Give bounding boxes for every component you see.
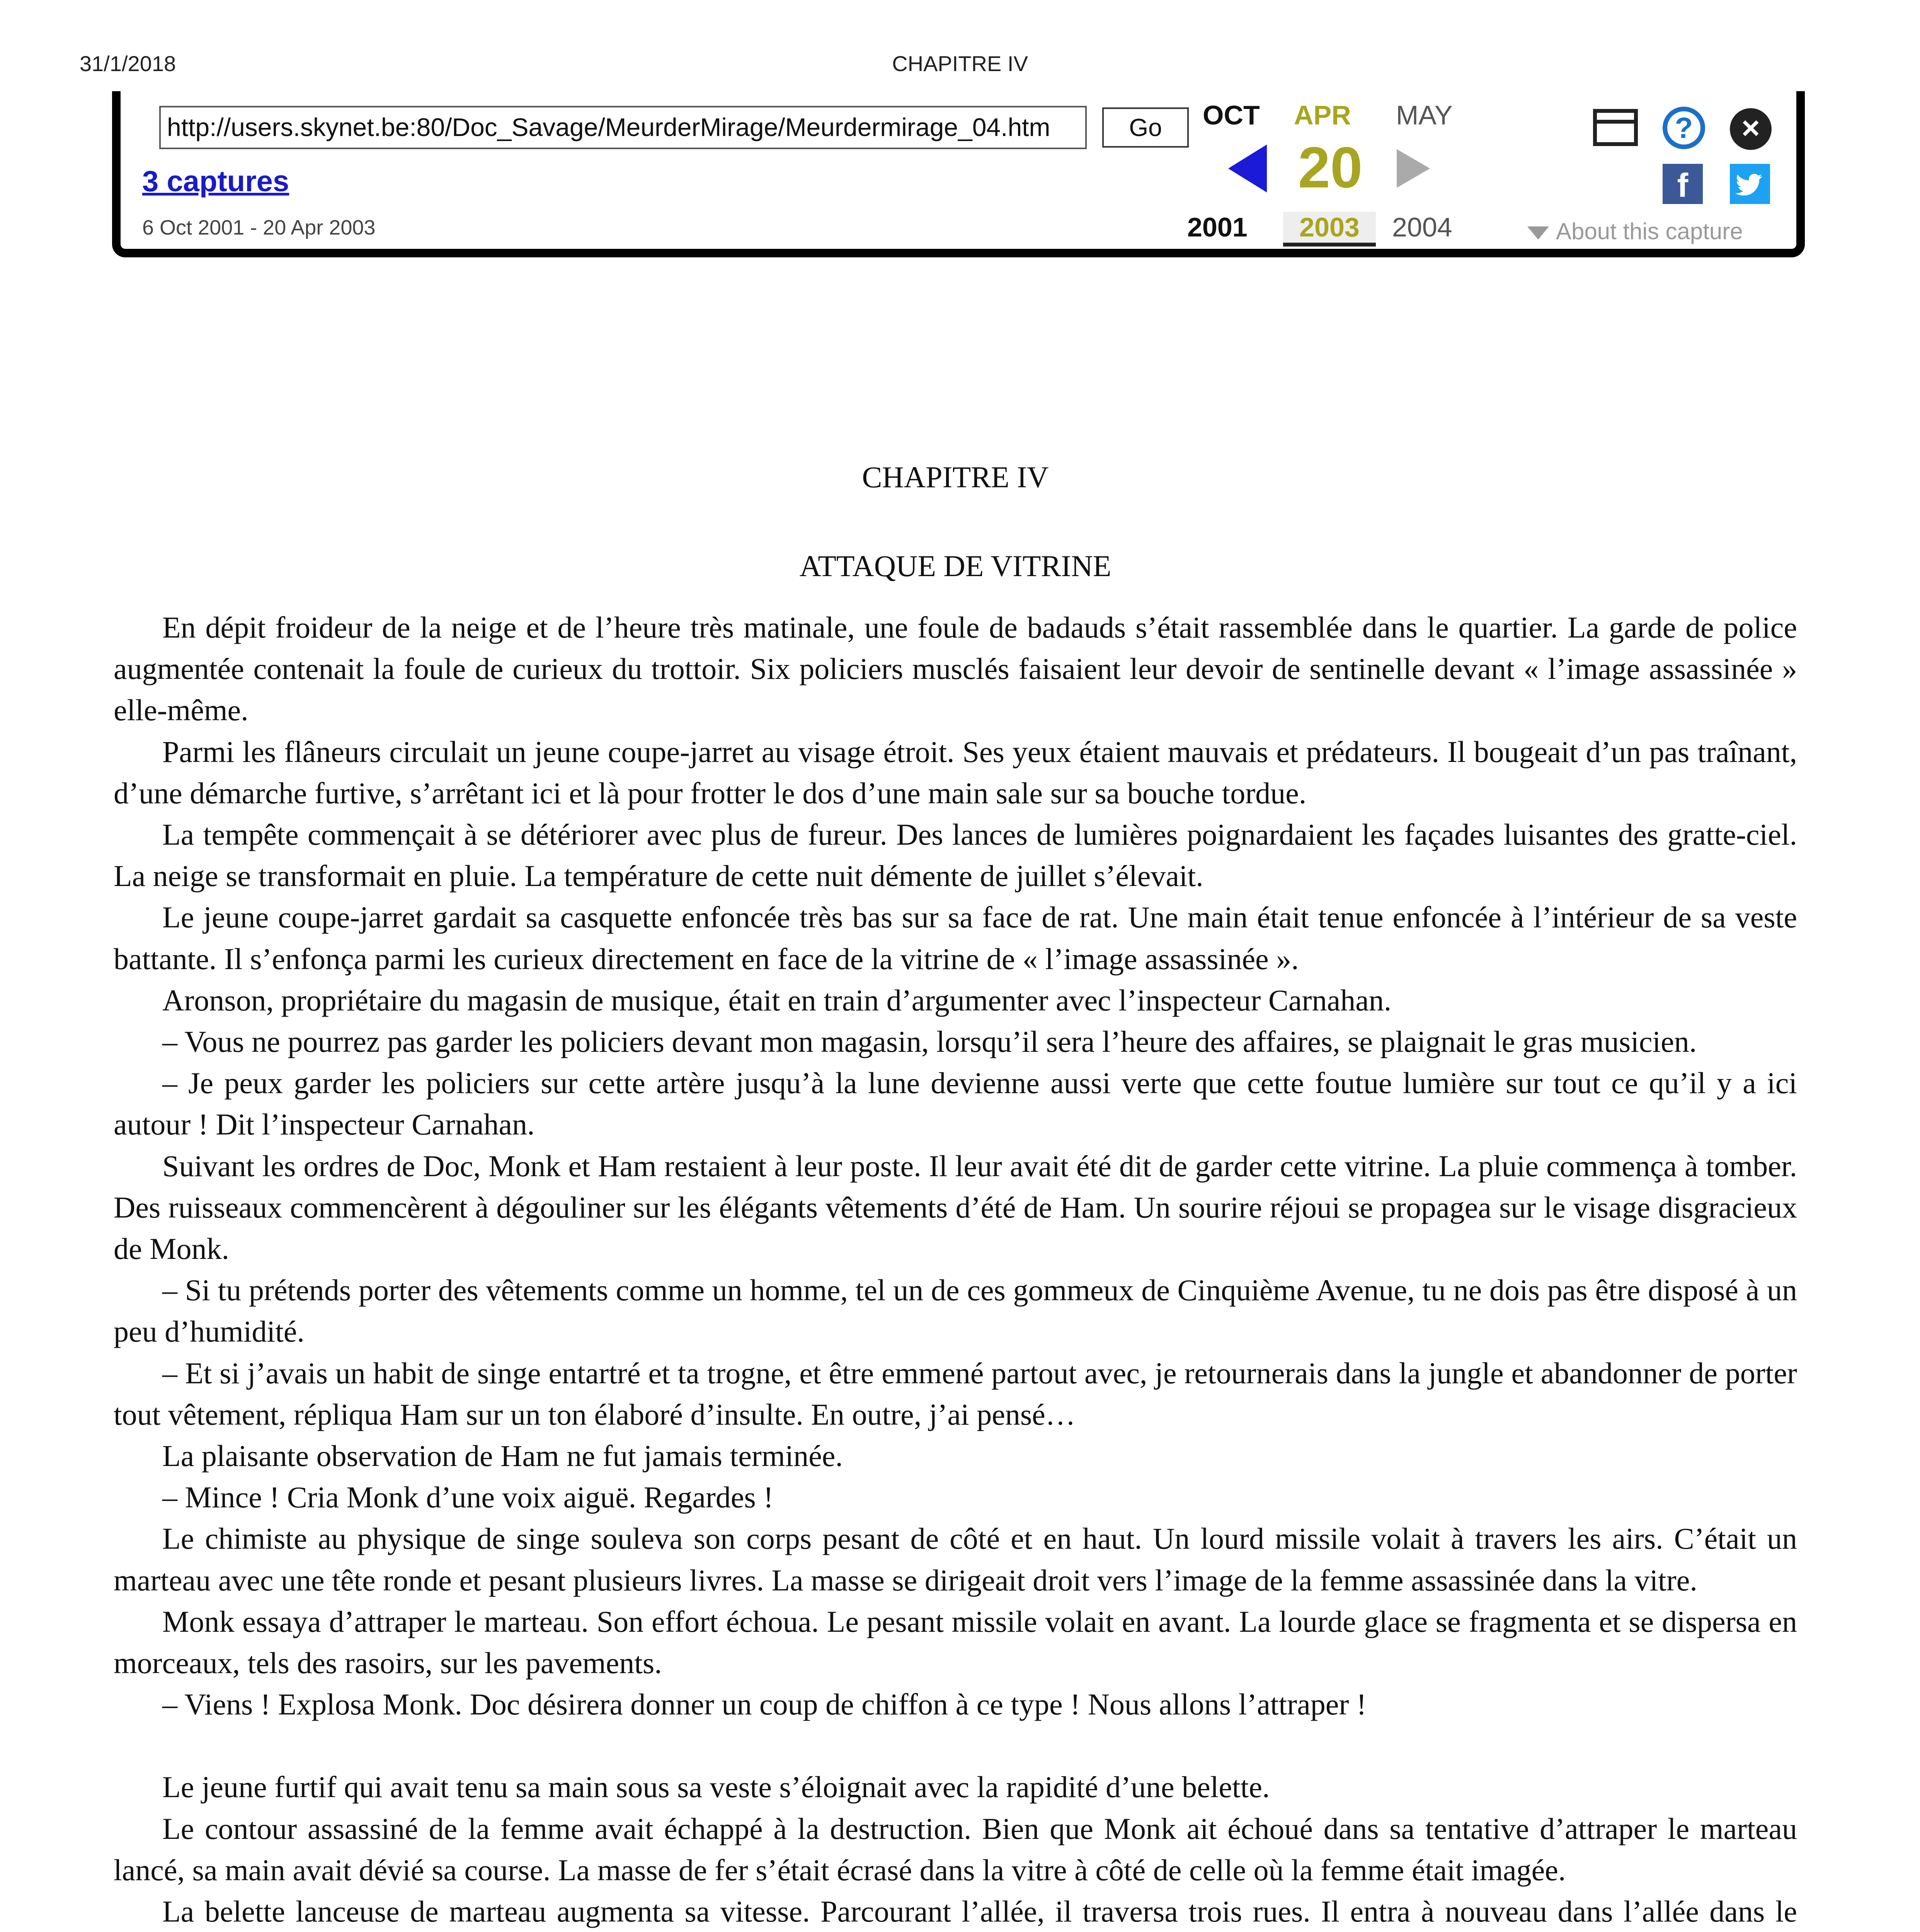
- paragraph: Aronson, propriétaire du magasin de musique, était en train d’argumenter avec l’inspecteur Carnahan.: [162, 983, 1392, 1017]
- triangle-down-icon: [1527, 226, 1549, 240]
- year-next: 2004: [1392, 212, 1452, 242]
- chapter-subtitle: ATTAQUE DE VITRINE: [799, 549, 1111, 583]
- paragraph: – Je peux garder les policiers sur cette artère jusqu’à la lune devienne aussi verte que cette foutue lumière sur tout ce qu’il y a ici autour ! Dit l’inspecteur Carnahan.: [114, 1066, 1797, 1141]
- chapter-document: [114, 460, 1797, 1932]
- wayback-toolbar: [112, 91, 1805, 257]
- help-icon[interactable]: ?: [1663, 107, 1705, 149]
- paragraph: – Viens ! Explosa Monk. Doc désirera donner un coup de chiffon à ce type ! Nous allons l’attraper !: [162, 1687, 1367, 1721]
- url-input[interactable]: http://users.skynet.be:80/Doc_Savage/MeurderMirage/Meurdermirage_04.htm: [159, 106, 1087, 149]
- paragraph: La tempête commençait à se détériorer avec plus de fureur. Des lances de lumières poignardaient les façades luisantes des gratte-ciel. La neige se transformait en pluie. La température de cette nuit démente de juillet s’élevait.: [114, 818, 1797, 893]
- capture-day: 20: [1298, 135, 1363, 200]
- paragraph: Le jeune furtif qui avait tenu sa main sous sa veste s’éloignait avec la rapidité d’une belette.: [162, 1770, 1270, 1804]
- paragraph: Monk essaya d’attraper le marteau. Son effort échoua. Le pesant missile volait en avant. La lourde glace se fragmenta et se dispersa en morceaux, tels des rasoirs, sur les pavements.: [114, 1604, 1797, 1680]
- paragraph: – Mince ! Cria Monk d’une voix aiguë. Regardes !: [162, 1480, 774, 1514]
- month-next: MAY: [1396, 100, 1453, 130]
- window-icon[interactable]: [1593, 109, 1638, 146]
- paragraph: Le chimiste au physique de singe souleva son corps pesant de côté et en haut. Un lourd missile volait à travers les airs. C’était un marteau avec une tête ronde et pesant plusieurs livres. La masse se dirigeait droit vers l’image de la femme assassinée dans la vitre.: [114, 1522, 1797, 1597]
- captures-link[interactable]: 3 captures: [142, 165, 289, 198]
- paragraph: Le contour assassiné de la femme avait échappé à la destruction. Bien que Monk ait échoué dans sa tentative d’attraper le marteau lancé, sa main avait dévié sa course. La masse de fer s’était écrasé dans la vitre à côté de celle où la femme était imagée.: [114, 1811, 1797, 1887]
- year-prev[interactable]: 2001: [1187, 212, 1248, 242]
- paragraph: – Vous ne pourrez pas garder les policiers devant mon magasin, lorsqu’il sera l’heure des affaires, se plaignait le gras musicien.: [162, 1025, 1697, 1059]
- go-button[interactable]: Go: [1102, 107, 1189, 148]
- print-date: 31/1/2018: [80, 51, 176, 76]
- twitter-icon[interactable]: [1730, 164, 1770, 204]
- paragraph: – Et si j’avais un habit de singe entartré et ta trogne, et être emmené partout avec, je retournerais dans la jungle et abandonner de porter tout vêtement, répliqua Ham sur un ton élaboré d’insulte. En outre, j’ai pensé…: [114, 1356, 1797, 1431]
- paragraph-list: [114, 607, 1797, 1932]
- close-icon[interactable]: ×: [1730, 108, 1772, 150]
- paragraph: – Si tu prétends porter des vêtements comme un homme, tel un de ces gommeux de Cinquième Avenue, tu ne dois pas être disposé à un peu d’humidité.: [114, 1273, 1797, 1349]
- about-capture-toggle[interactable]: [1527, 218, 1743, 245]
- paragraph: Suivant les ordres de Doc, Monk et Ham restaient à leur poste. Il leur avait été dit de garder cette vitrine. La pluie commença à tomber. Des ruisseaux commencèrent à dégouliner sur les élégants vêtements d’été de Ham. Un sourire réjoui se propagea sur le visage disgracieux de Monk.: [114, 1149, 1797, 1266]
- facebook-icon[interactable]: f: [1663, 164, 1703, 204]
- paragraph: La plaisante observation de Ham ne fut jamais terminée.: [162, 1439, 843, 1473]
- paragraph: Le jeune coupe-jarret gardait sa casquette enfoncée très bas sur sa face de rat. Une main était tenue enfoncée à l’intérieur de sa veste battante. Il s’enfonça parmi les curieux directement en face de la vitrine de « l’image assassinée ».: [114, 900, 1797, 976]
- next-capture-arrow-icon: [1397, 149, 1430, 188]
- capture-date-range: 6 Oct 2001 - 20 Apr 2003: [142, 216, 376, 239]
- paragraph: En dépit froideur de la neige et de l’heure très matinale, une foule de badauds s’était rassemblée dans le quartier. La garde de police augmentée contenait la foule de curieux du trottoir. Six policiers musclés faisaient leur devoir de sentinelle devant « l’image assassinée » elle-même.: [114, 611, 1797, 727]
- chapter-title: CHAPITRE IV: [862, 460, 1049, 494]
- paragraph: Parmi les flâneurs circulait un jeune coupe-jarret au visage étroit. Ses yeux étaient mauvais et prédateurs. Il bougeait d’un pas traînant, d’une démarche furtive, s’arrêtant ici et là pour frotter le dos d’une main sale sur sa bouche tordue.: [114, 735, 1797, 810]
- month-current: APR: [1294, 100, 1351, 130]
- year-current: 2003: [1283, 212, 1376, 247]
- paragraph: La belette lanceuse de marteau augmenta sa vitesse. Parcourant l’allée, il traversa trois rues. Il entra à nouveau dans l’allée dans le: [162, 1895, 1797, 1929]
- about-capture-label: About this capture: [1556, 218, 1743, 244]
- prev-capture-arrow-icon[interactable]: [1228, 145, 1267, 192]
- print-title: CHAPITRE IV: [892, 51, 1028, 76]
- month-prev[interactable]: OCT: [1203, 100, 1260, 130]
